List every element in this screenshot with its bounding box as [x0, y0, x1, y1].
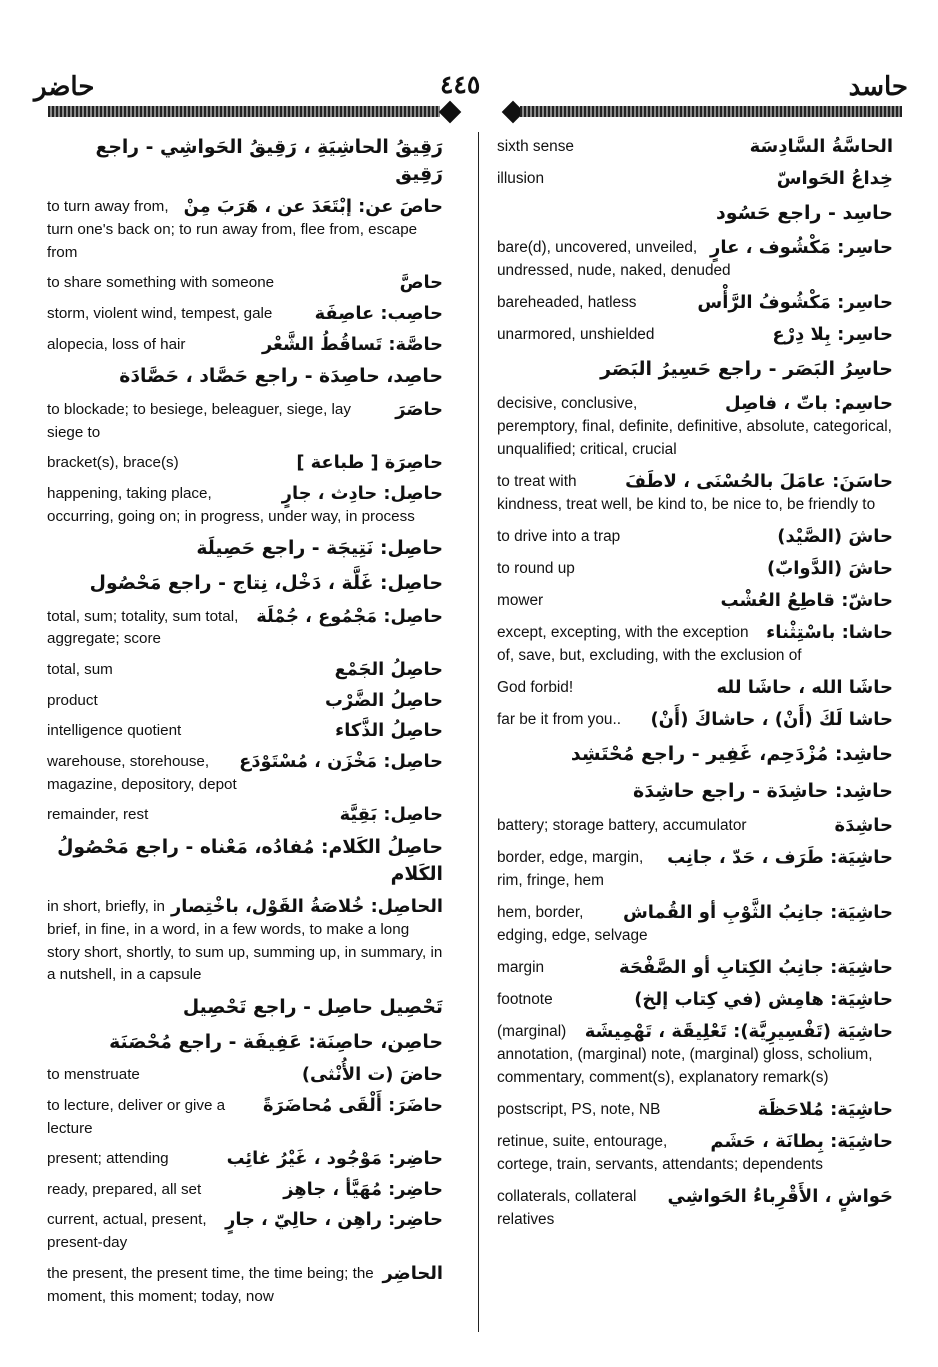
- english-definition: storm, violent wind, tempest, gale: [47, 305, 273, 323]
- english-definition: footnote: [497, 991, 553, 1008]
- arabic-headword: حاصِرَة [ طباعة ]: [296, 452, 443, 474]
- left-column: [47, 135, 443, 1316]
- english-definition: God forbid!: [497, 679, 574, 696]
- arabic-headword: حاشِيَة: هامِش (في كِتاب إلخ): [634, 989, 893, 1010]
- dictionary-entry: [497, 1130, 893, 1176]
- english-definition: to menstruate: [47, 1066, 140, 1084]
- dictionary-entry: [497, 846, 893, 892]
- english-definition: product: [47, 691, 98, 709]
- arabic-headword: حاشا: باسْتِثْناء: [766, 622, 893, 643]
- arabic-headword: حاشِيَة: جانِبُ الكِتابِ أو الصَّفْحَة: [619, 957, 893, 978]
- cross-reference-entry: حاصِل: غَلَّة ، دَخْل، نِتاج - راجع مَحْصُول: [89, 572, 443, 594]
- english-definition: bareheaded, hatless: [497, 294, 637, 311]
- english-definition: retinue, suite, entourage, cortege, train, servants, attendants; dependents: [497, 1133, 823, 1173]
- english-definition: to drive into a trap: [497, 528, 621, 545]
- english-definition: remainder, rest: [47, 806, 149, 824]
- cross-reference-entry: حاسِد - راجع حَسُود: [715, 202, 893, 224]
- dictionary-entry: [47, 1179, 443, 1202]
- english-definition: ready, prepared, all set: [47, 1180, 202, 1198]
- arabic-headword: حاصِل: حادِث ، جارٍ: [281, 482, 443, 504]
- dictionary-entry: [47, 1263, 443, 1308]
- arabic-headword: حاشِدَة: [834, 815, 893, 836]
- arabic-headword: حاشّ: قاطِعُ العُشْب: [720, 590, 893, 611]
- english-definition: decisive, conclusive, peremptory, final, definite, definitive, absolute, categorical, unqualified; critical, crucial: [497, 395, 892, 458]
- english-definition: illusion: [497, 170, 545, 187]
- english-definition: unarmored, unshielded: [497, 326, 655, 343]
- header-right-word: حاسد: [848, 72, 908, 102]
- arabic-headword: حاشِيَة: مُلاحَظَة: [757, 1099, 893, 1120]
- arabic-headword: حاضِر: مُهَيَّأ ، جاهِز: [283, 1178, 443, 1200]
- english-definition: happening, taking place, occurring, going on; in progress, under way, in process: [47, 484, 415, 525]
- english-definition: to turn away from, turn one's back on; to run away from, flee from, escape from: [47, 198, 418, 261]
- dictionary-entry: [497, 525, 893, 548]
- arabic-headword: حاصِب: عاصِفَة: [314, 303, 443, 325]
- dictionary-entry: [497, 135, 893, 158]
- english-definition: bracket(s), brace(s): [47, 454, 179, 472]
- dictionary-entry: [47, 303, 443, 326]
- english-definition: alopecia, loss of hair: [47, 335, 186, 353]
- dictionary-entry: [47, 452, 443, 475]
- english-definition: total, sum; totality, sum total, aggregate; score: [47, 607, 239, 648]
- arabic-headword: الحاسَّةُ السَّادِسَة: [749, 136, 893, 157]
- arabic-headword: حاسَنَ: عامَلَ بالحُسْنَى ، لاطَفَ: [625, 471, 893, 492]
- arabic-headword: حاشِيَة: بِطانَة ، حَشَم: [710, 1131, 893, 1152]
- arabic-headword: حاضِر: راهِن ، حالِيّ ، جارٍ: [225, 1209, 443, 1231]
- arabic-headword: حاشَ (الدَّوابّ): [766, 558, 893, 579]
- dictionary-entry: [497, 901, 893, 947]
- english-definition: collaterals, collateral relatives: [497, 1188, 637, 1228]
- dictionary-entry: [497, 1020, 893, 1089]
- dictionary-entry: [47, 272, 443, 295]
- cross-reference-entry: حاصِد، حاصِدَة - راجع حَصَّاد ، حَصَّادَة: [119, 366, 443, 388]
- cross-reference-entry: حاصِلُ الكَلام: مُفادُه، مَعْناه - راجع مَحْصُولُ الكَلام: [57, 836, 443, 885]
- dictionary-entry: [497, 589, 893, 612]
- dictionary-entry: [497, 621, 893, 667]
- header-band-left: [48, 106, 440, 117]
- arabic-headword: حاشِيَة: طَرَف ، حَدّ ، جانِب: [667, 847, 893, 868]
- dictionary-entry: [47, 804, 443, 827]
- english-definition: present; attending: [47, 1150, 169, 1168]
- dictionary-entry: [47, 399, 443, 444]
- arabic-headword: حاصِل: مَخْزَن ، مُسْتَوْدَع: [239, 750, 443, 772]
- arabic-headword: حاصَّ: [399, 272, 443, 294]
- dictionary-entry: [497, 1185, 893, 1231]
- arabic-headword: حَواشٍ ، الأَقْرِباءُ الحَواشِي: [667, 1186, 893, 1207]
- right-column: [497, 135, 893, 1240]
- english-definition: intelligence quotient: [47, 722, 182, 740]
- dictionary-entry: [47, 690, 443, 713]
- dictionary-entry: [47, 659, 443, 682]
- dictionary-entry: [497, 956, 893, 979]
- dictionary-entry: [47, 1064, 443, 1087]
- arabic-headword: حاصِل: بَقِيَّة: [339, 804, 443, 826]
- arabic-headword: حاصِل: مَجْمُوع ، جُمْلَة: [256, 605, 443, 627]
- english-definition: in short, briefly, in brief, in fine, in a word, in a few words, to make a long story short, shortly, to sum up, summing up, in summary, in a nutshell, in a capsule: [47, 898, 443, 984]
- cross-reference-entry: تَحْصِيل حاصِل - راجع تَحْصِيل: [182, 996, 443, 1018]
- english-definition: postscript, PS, note, NB: [497, 1101, 661, 1118]
- cross-reference-entry: رَقِيقُ الحاشِيَةِ ، رَقِيقُ الحَواشِي - راجع رَقِيق: [95, 137, 443, 185]
- cross-reference-entry: حاشِد: مُزْدَحِم، غَفِير - راجع مُحْتَشِد: [570, 743, 893, 765]
- dictionary-entry: [47, 606, 443, 651]
- dictionary-entry: [47, 1095, 443, 1140]
- dictionary-entry: [497, 236, 893, 282]
- cross-reference-entry: حاسِرُ البَصَر - راجع حَسِيرُ البَصَر: [600, 358, 893, 380]
- english-definition: total, sum: [47, 660, 113, 678]
- english-definition: mower: [497, 592, 544, 609]
- cross-reference-entry: حاصِل: نَتِيجَة - راجع حَصِيلَة: [196, 538, 443, 560]
- english-definition: to share something with someone: [47, 274, 275, 292]
- dictionary-entry: [47, 896, 443, 987]
- dictionary-entry: [497, 291, 893, 314]
- cross-reference-entry: حاصِن، حاصِنَة: عَفِيفَة - راجع مُحْصَنَة: [109, 1031, 443, 1053]
- english-definition: the present, the present time, the time being; the moment, this moment; today, now: [47, 1264, 374, 1305]
- arabic-headword: الحاضِر: [382, 1262, 443, 1284]
- cross-reference-entry: حاشِد: حاشِدَة - راجع حاشِدَة: [633, 780, 893, 802]
- dictionary-entry: [47, 1148, 443, 1171]
- dictionary-entry: [497, 1098, 893, 1121]
- arabic-headword: حاضَ (ت الأُنْثى): [301, 1064, 443, 1086]
- arabic-headword: حاسِر: مَكْشُوف ، عارٍ: [709, 237, 893, 258]
- english-definition: warehouse, storehouse, magazine, depository, depot: [47, 752, 237, 793]
- arabic-headword: الحاصِل: خُلاصَةُ القَوْل، باخْتِصار: [170, 896, 443, 918]
- dictionary-entry: [497, 814, 893, 837]
- english-definition: (marginal) annotation, (marginal) note, (marginal) gloss, scholium, commentary, comment(s), explanatory remark(s): [497, 1023, 873, 1086]
- arabic-headword: حاصَرَ: [395, 398, 443, 420]
- page-number: ٤٤٥: [440, 70, 481, 99]
- english-definition: far be it from you..: [497, 711, 622, 728]
- arabic-headword: حاصِلُ الجَمْع: [334, 658, 443, 680]
- english-definition: hem, border, edging, edge, selvage: [497, 904, 648, 944]
- english-definition: bare(d), uncovered, unveiled, undressed, nude, naked, denuded: [497, 239, 731, 279]
- dictionary-entry: [47, 483, 443, 528]
- dictionary-entry: [497, 392, 893, 461]
- english-definition: to lecture, deliver or give a lecture: [47, 1096, 226, 1137]
- dictionary-entry: [47, 720, 443, 743]
- dictionary-entry: [497, 167, 893, 190]
- arabic-headword: خِداعُ الحَواسّ: [776, 168, 893, 189]
- arabic-headword: حاصِلُ الضَّرْب: [325, 689, 443, 711]
- dictionary-entry: [47, 196, 443, 264]
- dictionary-entry: [47, 751, 443, 796]
- english-definition: to blockade; to besiege, beleaguer, siege, lay siege to: [47, 400, 351, 441]
- arabic-headword: حاصَّة: تَساقُطُ الشَّعْر: [261, 333, 443, 355]
- dictionary-entry: [497, 470, 893, 516]
- arabic-headword: حاسِم: باتّ ، فاصِل: [725, 393, 893, 414]
- dictionary-entry: [497, 676, 893, 699]
- arabic-headword: حاشَا الله ، حاشَا لله: [716, 677, 893, 698]
- english-definition: battery; storage battery, accumulator: [497, 817, 747, 834]
- arabic-headword: حاشَ (الصَّيْد): [777, 526, 893, 547]
- dictionary-entry: [497, 323, 893, 346]
- dictionary-entry: [47, 1209, 443, 1254]
- arabic-headword: حاضَرَ: أَلْقَى مُحاضَرَةً: [262, 1094, 443, 1116]
- dictionary-entry: [497, 708, 893, 731]
- english-definition: current, actual, present, present-day: [47, 1211, 207, 1252]
- arabic-headword: حاسِر: مَكْشُوفُ الرَّأْس: [697, 292, 893, 313]
- column-divider: [478, 132, 479, 1332]
- arabic-headword: حاشا لَكَ (أَنْ) ، حاشاكَ (أَنْ): [650, 709, 893, 730]
- english-definition: sixth sense: [497, 138, 574, 155]
- english-definition: border, edge, margin, rim, fringe, hem: [497, 849, 644, 889]
- arabic-headword: حاشِيَة: جانِبُ الثَّوْبِ أو القُماش: [622, 902, 893, 923]
- english-definition: to round up: [497, 560, 575, 577]
- header-left-word: حاضر: [34, 72, 95, 102]
- arabic-headword: حاشِيَة (تَفْسِيرِيَّة): تَعْلِيقَة ، تَهْمِيشَة: [584, 1021, 893, 1042]
- dictionary-entry: [497, 988, 893, 1011]
- arabic-headword: حاسِر: بِلا دِرْع: [772, 324, 893, 345]
- english-definition: to treat with kindness, treat well, be kind to, be nice to, be friendly to: [497, 473, 876, 513]
- header-band-right: [520, 106, 902, 117]
- arabic-headword: حاضِر: مَوْجُود ، غَيْرُ غائِب: [226, 1148, 443, 1170]
- dictionary-entry: [497, 557, 893, 580]
- dictionary-entry: [47, 334, 443, 357]
- arabic-headword: حاصِلُ الذَّكاء: [335, 720, 443, 742]
- english-definition: except, excepting, with the exception of, save, but, excluding, with the exclusion of: [497, 624, 802, 664]
- diamond-ornament-left: [439, 101, 462, 124]
- arabic-headword: حاصَ عن: إبْتَعَدَ عن ، هَرَبَ مِنْ: [183, 196, 443, 218]
- english-definition: margin: [497, 959, 545, 976]
